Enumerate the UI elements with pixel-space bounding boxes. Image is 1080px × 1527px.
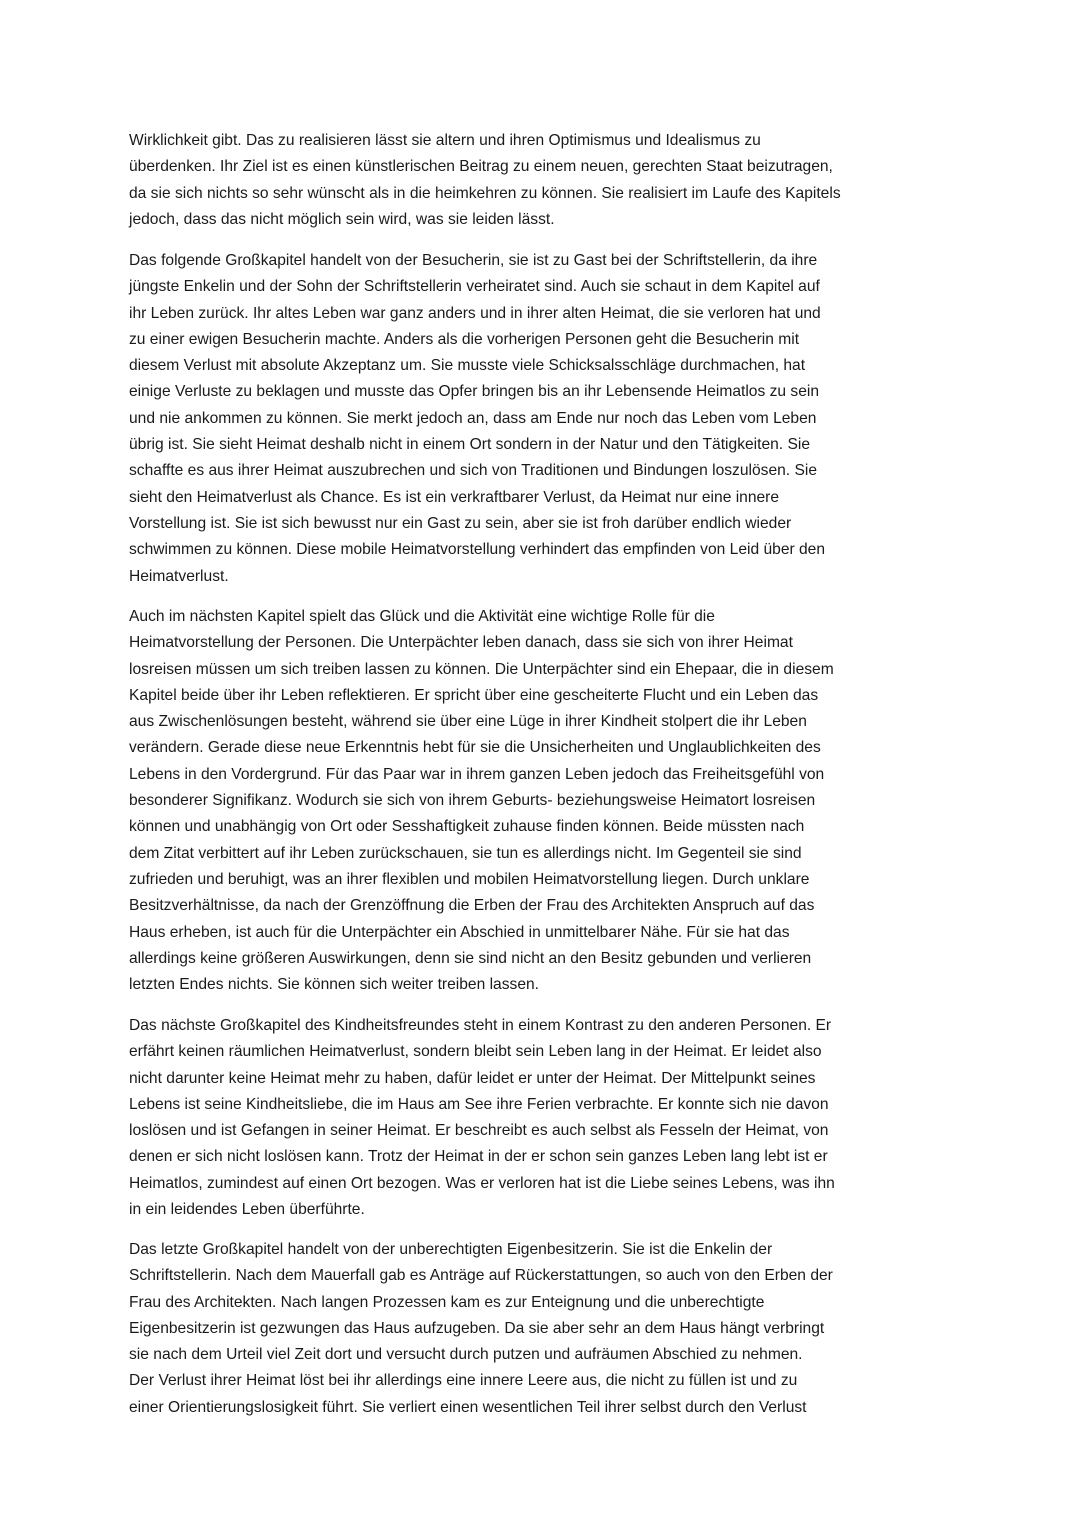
text-line: aus Zwischenlösungen besteht, während sie über eine Lüge in ihrer Kindheit stolpert die ihr Leben: [129, 713, 807, 731]
text-line: Heimatvorstellung der Personen. Die Unterpächter leben danach, dass sie sich von ihrer Heimat: [129, 634, 793, 652]
text-line: Lebens in den Vordergrund. Für das Paar war in ihrem ganzen Leben jedoch das Freiheitsgefühl von: [129, 765, 825, 783]
text-line: Auch im nächsten Kapitel spielt das Glück und die Aktivität eine wichtige Rolle für die: [129, 608, 715, 625]
text-line: zufrieden und beruhigt, was an ihrer flexiblen und mobilen Heimatvorstellung liegen. Durch unklare: [129, 870, 810, 888]
text-line: diesem Verlust mit absolute Akzeptanz um. Sie musste viele Schicksalsschläge durchmachen, hat: [129, 357, 806, 375]
text-line: Kapitel beide über ihr Leben reflektieren. Er spricht über eine gescheiterte Flucht und ein Leben das: [129, 686, 819, 704]
text-line: losreisen müssen um sich treiben lassen zu können. Die Unterpächter sind ein Ehepaar, die in diesem: [129, 660, 834, 678]
paragraph-1: [129, 128, 969, 233]
text-line: schwimmen zu können. Diese mobile Heimatvorstellung verhindert das empfinden von Leid über den: [129, 541, 826, 559]
text-line: Haus erheben, ist auch für die Unterpächter ein Abschied in unmittelbarer Nähe. Für sie hat das: [129, 923, 790, 941]
text-line: dem Zitat verbittert auf ihr Leben zurückschauen, sie tun es allerdings nicht. Im Gegenteil sie sind: [129, 844, 802, 862]
text-line: können und unabhängig von Ort oder Sesshaftigkeit zuhause finden können. Beide müssten nach: [129, 818, 805, 836]
text-line: Das folgende Großkapitel handelt von der Besucherin, sie ist zu Gast bei der Schriftstellerin, da ihre: [129, 252, 818, 269]
text-line: Das nächste Großkapitel des Kindheitsfreundes steht in einem Kontrast zu den anderen Personen. Er: [129, 1017, 832, 1034]
text-line: erfährt keinen räumlichen Heimatverlust, sondern bleibt sein Leben lang in der Heimat. Er leidet also: [129, 1043, 822, 1061]
text-line: Der Verlust ihrer Heimat löst bei ihr allerdings eine innere Leere aus, die nicht zu füllen ist und zu: [129, 1372, 798, 1390]
paragraph-5: [129, 1237, 969, 1421]
text-line: Besitzverhältnisse, da nach der Grenzöffnung die Erben der Frau des Architekten Anspruch auf das: [129, 897, 815, 915]
text-line: jedoch, dass das nicht möglich sein wird, was sie leiden lässt.: [129, 210, 555, 228]
text-line: loslösen und ist Gefangen in seiner Heimat. Er beschreibt es auch selbst als Fesseln der Heimat, von: [129, 1122, 829, 1140]
text-line: in ein leidendes Leben überführte.: [129, 1201, 365, 1219]
text-line: besonderer Signifikanz. Wodurch sie sich von ihrem Geburts- beziehungsweise Heimatort losreisen: [129, 792, 816, 810]
text-line: Lebens ist seine Kindheitsliebe, die im Haus am See ihre Ferien verbrachte. Er konnte sich nie davon: [129, 1095, 829, 1113]
paragraph-2: [129, 248, 969, 590]
text-line: einige Verluste zu beklagen und musste das Opfer bringen bis an ihr Lebensende Heimatlos zu sein: [129, 383, 820, 401]
text-line: verändern. Gerade diese neue Erkenntnis hebt für sie die Unsicherheiten und Unglaublichkeiten des: [129, 739, 821, 757]
text-line: Das letzte Großkapitel handelt von der unberechtigten Eigenbesitzerin. Sie ist die Enkelin der: [129, 1241, 773, 1258]
text-line: übrig ist. Sie sieht Heimat deshalb nicht in einem Ort sondern in der Natur und den Tätigkeiten. Sie: [129, 436, 811, 454]
text-line: sie nach dem Urteil viel Zeit dort und versucht durch putzen und aufräumen Abschied zu nehmen.: [129, 1346, 803, 1364]
text-line: nicht darunter keine Heimat mehr zu haben, dafür leidet er unter der Heimat. Der Mittelpunkt seines: [129, 1069, 816, 1087]
text-line: jüngste Enkelin und der Sohn der Schriftstellerin verheiratet sind. Auch sie schaut in dem Kapitel auf: [129, 278, 820, 296]
text-line: Wirklichkeit gibt. Das zu realisieren lässt sie altern und ihren Optimismus und Idealismus zu: [129, 132, 761, 149]
text-line: zu einer ewigen Besucherin machte. Anders als die vorherigen Personen geht die Besucherin mit: [129, 330, 800, 348]
text-line: Eigenbesitzerin ist gezwungen das Haus aufzugeben. Da sie aber sehr an dem Haus hängt verbringt: [129, 1319, 825, 1337]
text-line: Vorstellung ist. Sie ist sich bewusst nur ein Gast zu sein, aber sie ist froh darüber endlich wieder: [129, 514, 792, 532]
text-line: Frau des Architekten. Nach langen Prozessen kam es zur Enteignung und die unberechtigte: [129, 1293, 765, 1311]
text-line: einer Orientierungslosigkeit führt. Sie verliert einen wesentlichen Teil ihrer selbst durch den Verlust: [129, 1398, 807, 1416]
text-line: ihr Leben zurück. Ihr altes Leben war ganz anders und in ihrer alten Heimat, die sie verloren hat und: [129, 304, 821, 322]
text-line: Schriftstellerin. Nach dem Mauerfall gab es Anträge auf Rückerstattungen, so auch von den Erben der: [129, 1267, 833, 1285]
paragraph-4: [129, 1013, 969, 1223]
text-line: überdenken. Ihr Ziel ist es einen künstlerischen Beitrag zu einem neuen, gerechten Staat beizutragen,: [129, 158, 833, 176]
text-line: sieht den Heimatverlust als Chance. Es ist ein verkraftbarer Verlust, da Heimat nur eine innere: [129, 488, 780, 506]
text-line: und nie ankommen zu können. Sie merkt jedoch an, dass am Ende nur noch das Leben vom Leben: [129, 409, 817, 427]
text-line: letzten Endes nichts. Sie können sich weiter treiben lassen.: [129, 976, 539, 994]
paragraph-3: [129, 604, 969, 998]
text-line: denen er sich nicht loslösen kann. Trotz der Heimat in der er schon sein ganzes Leben lang lebt ist er: [129, 1148, 828, 1166]
text-line: da sie sich nichts so sehr wünscht als in die heimkehren zu können. Sie realisiert im Laufe des Kapitels: [129, 184, 841, 202]
text-line: Heimatlos, zumindest auf einen Ort bezogen. Was er verloren hat ist die Liebe seines Lebens, was ihn: [129, 1174, 835, 1192]
text-line: schaffte es aus ihrer Heimat auszubrechen und sich von Traditionen und Bindungen loszulösen. Sie: [129, 462, 817, 480]
text-line: Heimatverlust.: [129, 567, 229, 585]
text-line: allerdings keine größeren Auswirkungen, denn sie sind nicht an den Besitz gebunden und verlieren: [129, 949, 812, 967]
